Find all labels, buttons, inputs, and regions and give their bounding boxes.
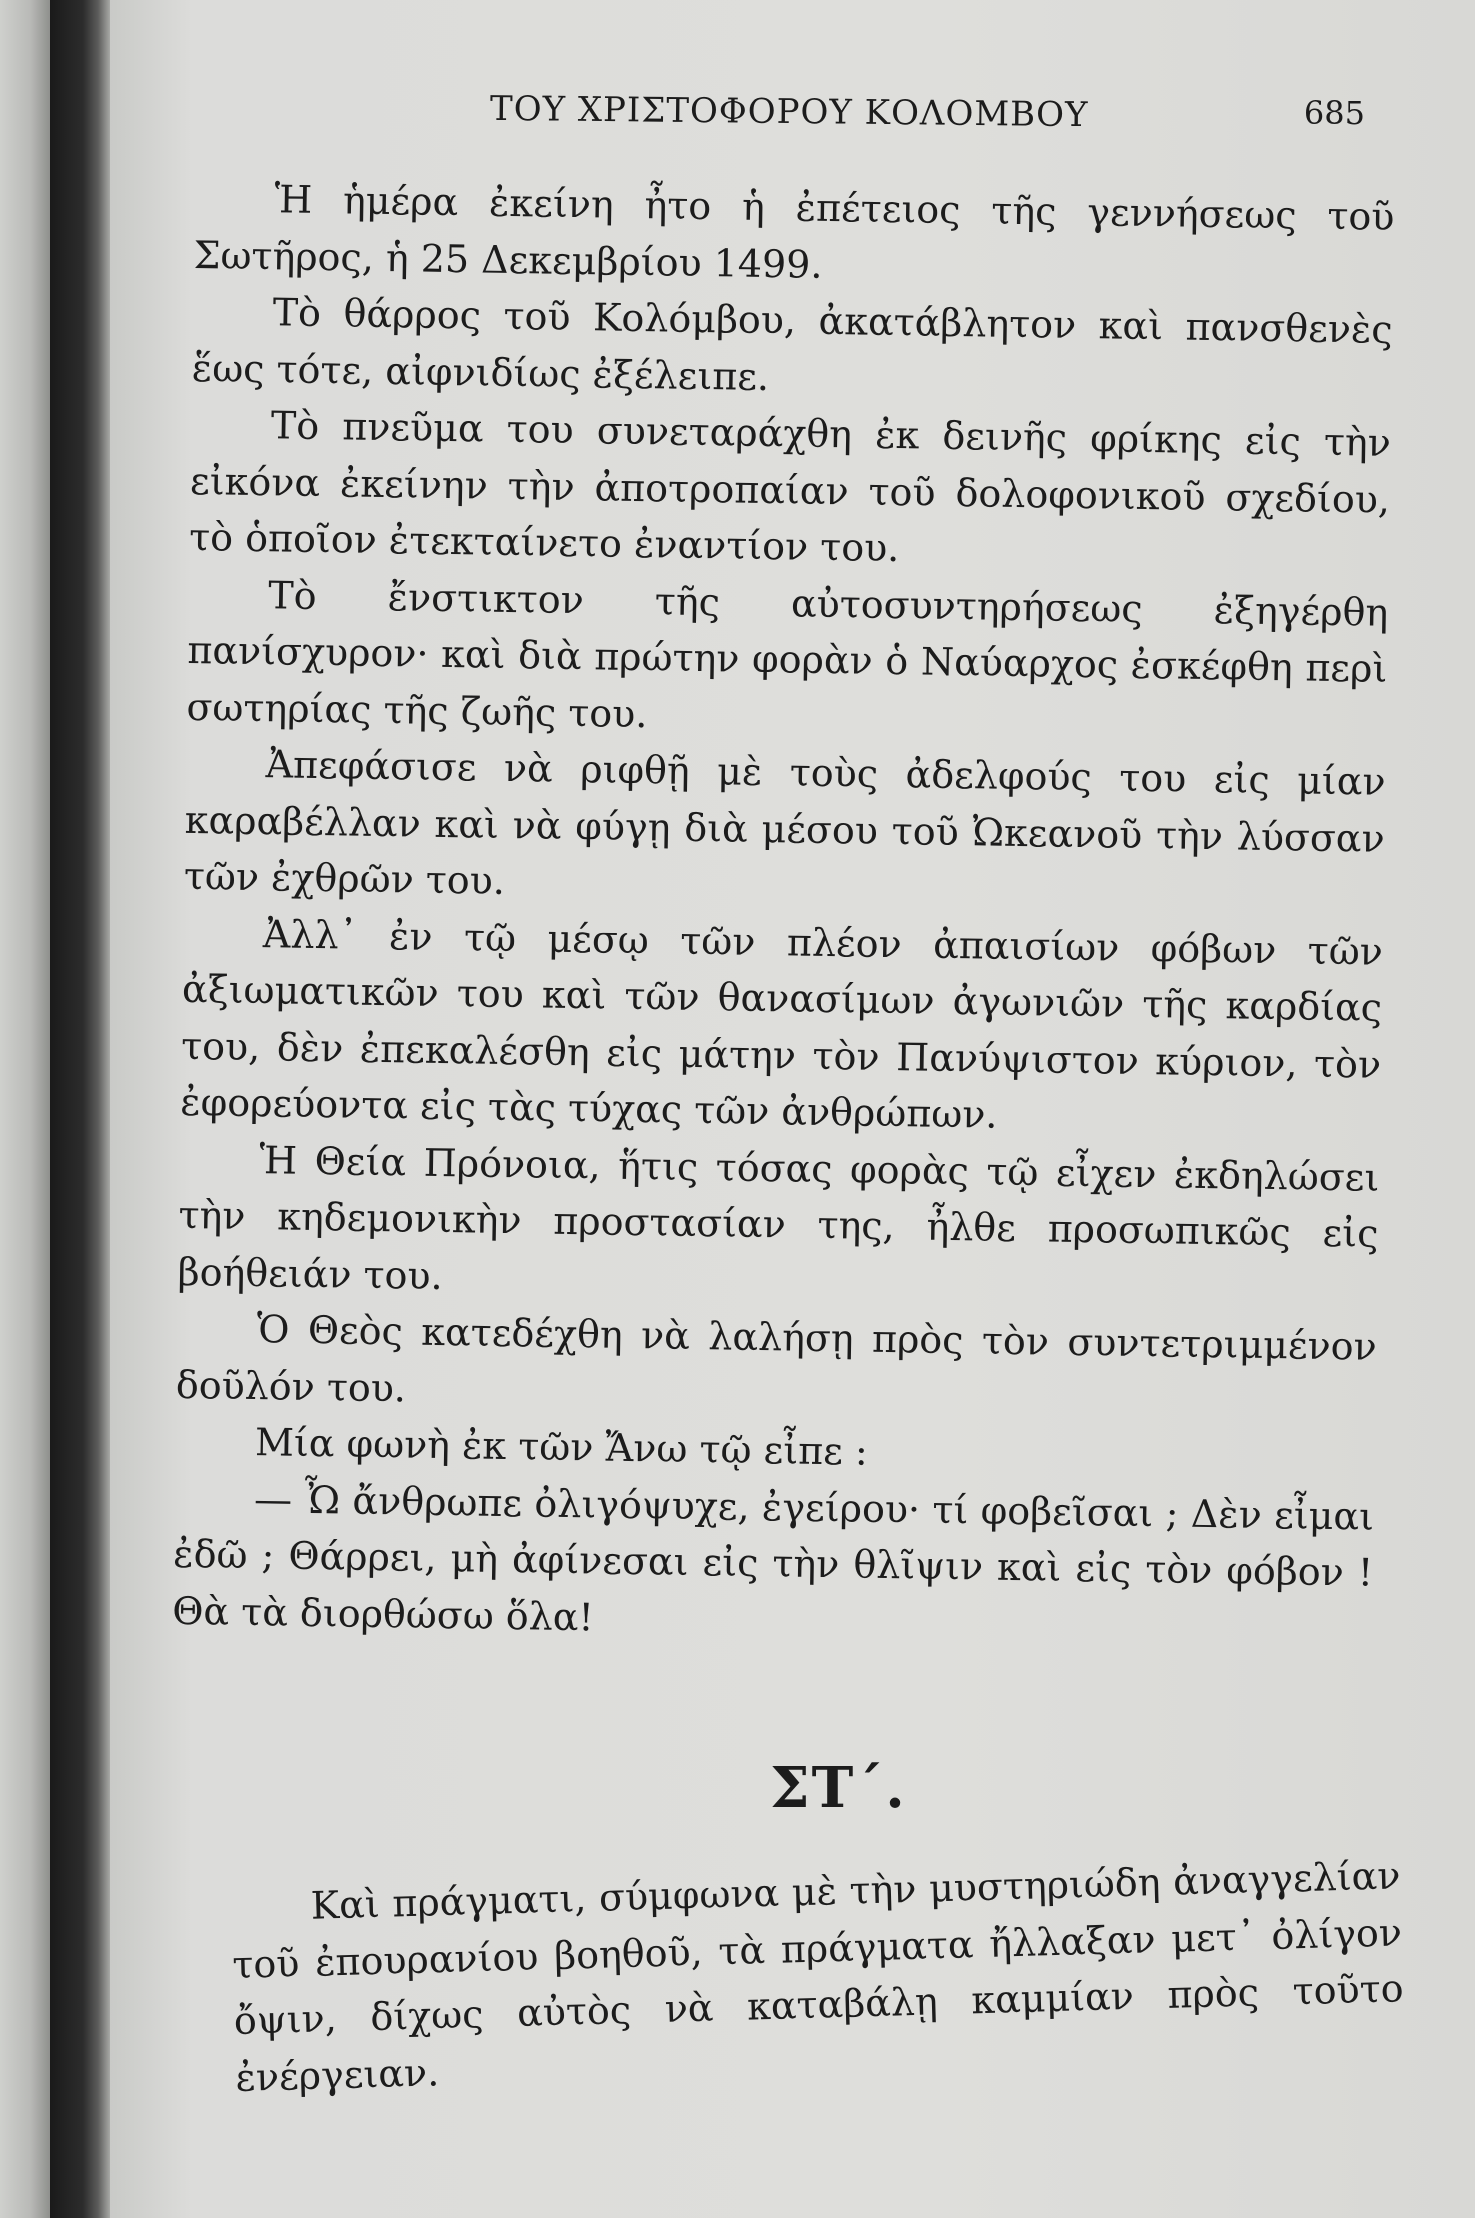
paragraph: Τὸ ἔνστικτον τῆς αὐτοσυντηρήσεως ἐξηγέρθη πανίσχυρον· καὶ διὰ πρώτην φορὰν ὁ Ναύαρχος ἐσκέφθη περὶ σωτηρίας τῆς ζωῆς του. [186, 572, 1389, 736]
paragraph: Μία φωνὴ ἐκ τῶν Ἄνω τῷ εἶπε : [254, 1420, 869, 1474]
paragraph: — Ὦ ἄνθρωπε ὀλιγόψυχε, ἐγείρου· τί φοβεῖσαι ; Δὲν εἶμαι ἐδῶ ; Θάρρει, μὴ ἀφίνεσαι εἰς τὴν θλῖψιν καὶ εἰς τὸν φόβον ! Θὰ τὰ διορθώσω ὅλα! [172, 1476, 1375, 1639]
main-text-block [172, 170, 1395, 1658]
paragraph: Τὸ πνεῦμα του συνεταράχθη ἐκ δεινῆς φρίκης εἰς τὴν εἰκόνα ἐκείνην τὴν ἀποτροπαίαν τοῦ δολοφονικοῦ σχεδίου, τὸ ὁποῖον ἐτεκταίνετο ἐναντίον του. [188, 403, 1392, 571]
paragraph: Ὁ Θεὸς κατεδέχθη νὰ λαλήσῃ πρὸς τὸν συντετριμμένον δοῦλόν του. [175, 1307, 1378, 1410]
running-title: ΤΟΥ ΧΡΙΣΤΟΦΟΡΟΥ ΚΟΛΟΜΒΟΥ [489, 88, 1089, 136]
page-header [380, 88, 1380, 142]
paragraph: Ἀπεφάσισε νὰ ριφθῇ μὲ τοὺς ἀδελφούς του εἰς μίαν καραβέλλαν καὶ νὰ φύγῃ διὰ μέσου τοῦ Ὠκεανοῦ τὴν λύσσαν τῶν ἐχθρῶν του. [183, 742, 1386, 903]
closing-text-block [230, 1847, 1406, 2106]
section-heading: ΣΤ΄. [770, 1755, 907, 1821]
paragraph: Τὸ θάρρος τοῦ Κολόμβου, ἀκατάβλητον καὶ πανσθενὲς ἕως τότε, αἰφνιδίως ἐξέλειπε. [191, 290, 1393, 399]
paragraph: Ἡ ἡμέρα ἐκείνη ἦτο ἡ ἐπέτειος τῆς γεννήσεως τοῦ Σωτῆρος, ἡ 25 Δεκεμβρίου 1499. [193, 177, 1395, 287]
paragraph: Καὶ πράγματι, σύμφωνα μὲ τὴν μυστηριώδη ἀναγγελίαν τοῦ ἐπουρανίου βοηθοῦ, τὰ πράγματα ἤλλαξαν μετ᾽ ὀλίγον ὄψιν, δίχως αὐτὸς νὰ καταβάλῃ καμμίαν πρὸς τοῦτο ἐνέργειαν. [231, 1853, 1405, 2100]
book-spine [0, 0, 50, 2218]
paragraph: Ἀλλ᾽ ἐν τῷ μέσῳ τῶν πλέον ἀπαισίων φόβων τῶν ἀξιωματικῶν του καὶ τῶν θανασίμων ἀγωνιῶν τῆς καρδίας του, δὲν ἐπεκαλέσθη εἰς μάτην τὸν Πανύψιστον κύριον, τὸν ἐφορεύοντα εἰς τὰς τύχας τῶν ἀνθρώπων. [180, 911, 1384, 1137]
page-number: 685 [1303, 94, 1365, 132]
book-gutter-shadow [50, 0, 110, 2218]
paragraph: Ἡ Θεία Πρόνοια, ἥτις τόσας φορὰς τῷ εἶχεν ἐκδηλώσει τὴν κηδεμονικὴν προστασίαν της, ἦλθε προσωπικῶς εἰς βοήθειάν του. [177, 1137, 1380, 1298]
